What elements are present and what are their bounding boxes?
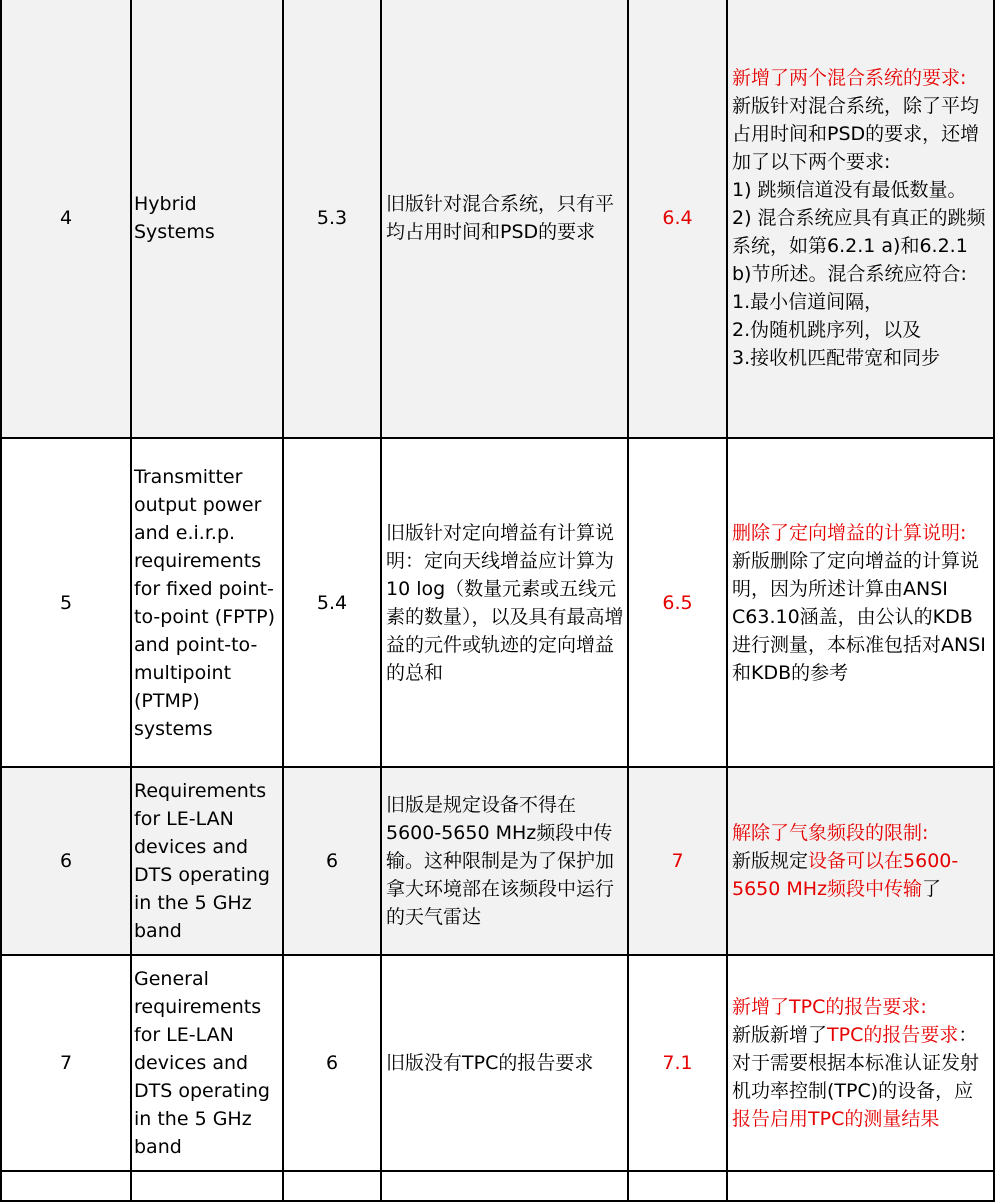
table-row [1, 438, 994, 767]
requirement-item: General requirements for LE-LAN devices and DTS operating in the 5 GHz band [131, 955, 283, 1171]
new-clause: 7 [628, 767, 727, 955]
new-clause: 6.4 [628, 0, 727, 438]
requirement-item: Hybrid Systems [131, 0, 283, 438]
old-clause: 6 [283, 955, 381, 1171]
change-title: 删除了定向增益的计算说明: [732, 521, 967, 544]
requirement-item: Transmitter output power and e.i.r.p. requirements for fixed point-to-point (FPTP) and point-to-multipoint (PTMP) systems [131, 438, 283, 767]
change-body: 新版删除了定向增益的计算说明，因为所述计算由ANSI C63.10涵盖，由公认的KDB进行测量，本标准包括对ANSI和KDB的参考 [732, 549, 986, 684]
table-row [1, 955, 994, 1171]
old-version-text: 旧版没有TPC的报告要求 [381, 955, 628, 1171]
change-text [732, 850, 958, 900]
table-row [1, 767, 994, 955]
change-text [732, 1024, 979, 1130]
new-clause: 7.1 [628, 955, 727, 1171]
requirement-item: Requirements for LE-LAN devices and DTS operating in the 5 GHz band [131, 767, 283, 955]
old-version-text: 旧版是规定设备不得在5600-5650 MHz频段中传输。这种限制是为了保护加拿大环境部在该频段中运行的天气雷达 [381, 767, 628, 955]
change-line: 1) 跳频信道没有最低数量。 [732, 178, 967, 201]
change-line: 3.接收机匹配带宽和同步 [732, 346, 941, 369]
change-text-highlight: TPC的报告要求 [827, 1024, 959, 1046]
change-text-highlight: 设备可以在5600-5650 MHz频段中传输 [732, 850, 959, 900]
old-clause: 5.4 [283, 438, 381, 767]
change-line: 2) 混合系统应具有真正的跳频系统，如第6.2.1 a)和6.2.1 b)节所述。混合系统应符合: [732, 206, 986, 285]
change-description [727, 438, 994, 767]
row-number: 6 [1, 767, 131, 955]
change-text-part: ：对于需要根据本标准认证发射机功率控制(TPC)的设备，应 [732, 1024, 980, 1102]
change-text-part: 新版规定 [732, 850, 809, 872]
change-line: 新版针对混合系统，除了平均占用时间和PSD的要求，还增加了以下两个要求: [732, 94, 980, 173]
old-version-text: 旧版针对混合系统，只有平均占用时间和PSD的要求 [381, 0, 628, 438]
change-title: 新增了TPC的报告要求: [732, 996, 927, 1018]
change-line: 2.伪随机跳序列，以及 [732, 318, 922, 341]
table-row [1, 0, 994, 438]
change-title: 解除了气象频段的限制: [732, 822, 929, 844]
change-description [727, 955, 994, 1171]
change-description [727, 767, 994, 955]
change-text-part: 新版新增了 [732, 1024, 828, 1046]
change-text-part: 了 [922, 878, 942, 900]
row-number: 7 [1, 955, 131, 1171]
change-description [727, 0, 994, 438]
old-version-text: 旧版针对定向增益有计算说明：定向天线增益应计算为10 log（数量元素或五线元素的数量），以及具有最高增益的元件或轨迹的定向增益的总和 [381, 438, 628, 767]
change-title: 新增了两个混合系统的要求: [732, 66, 967, 89]
old-clause: 5.3 [283, 0, 381, 438]
row-number: 5 [1, 438, 131, 767]
row-number: 4 [1, 0, 131, 438]
change-line: 1.最小信道间隔， [732, 290, 884, 313]
new-clause: 6.5 [628, 438, 727, 767]
old-clause: 6 [283, 767, 381, 955]
change-text-highlight: 报告启用TPC的测量结果 [732, 1108, 940, 1130]
